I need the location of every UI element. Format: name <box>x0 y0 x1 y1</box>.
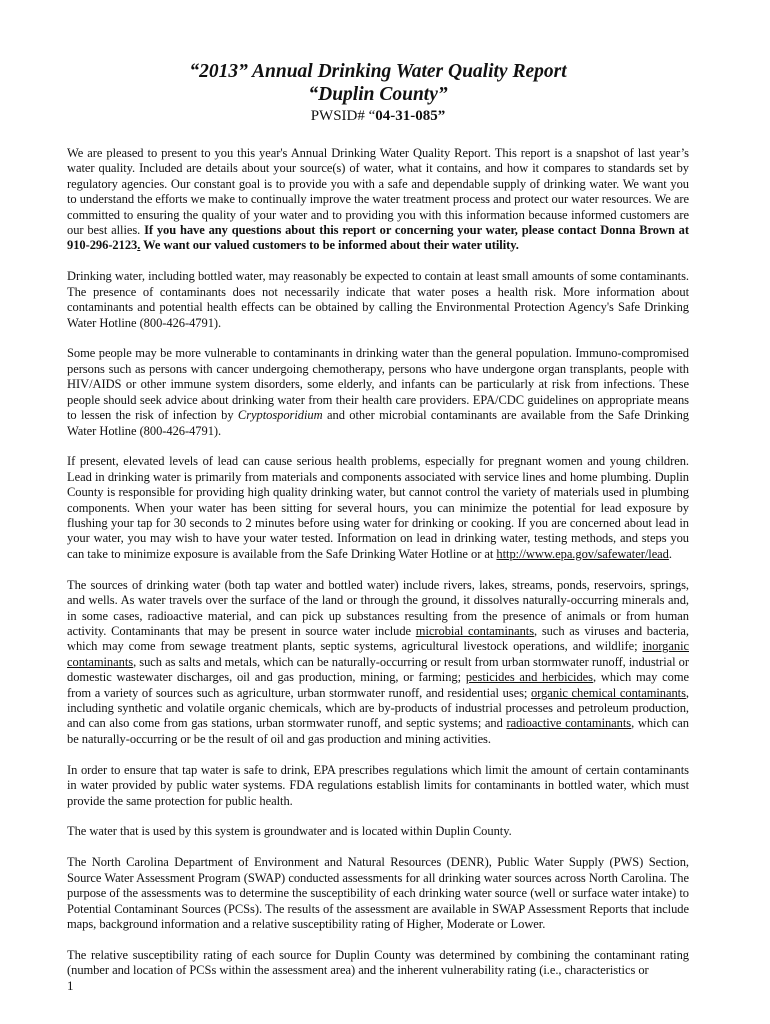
inorganic-contaminants-term: inorganic contaminants <box>67 639 689 669</box>
groundwater-paragraph: The water that is used by this system is groundwater and is located within Duplin County. <box>67 824 512 839</box>
swap-paragraph: The North Carolina Department of Environment and Natural Resources (DENR), Public Water Supply (PWS) Section, Source Water Assessment Program (SWAP) conducted assessments for all drinking water sources across North Carolina. The purpose of the assessments was to determine the susceptibility of each drinking water source (well or surface water intake) to Potential Contaminant Sources (PCSs). The results of the assessment are available in SWAP Assessment Reports that include maps, background information and a relative susceptibility rating of Higher, Moderate or Lower. <box>67 855 689 931</box>
page-number: 1 <box>67 978 74 993</box>
lead-paragraph <box>67 454 689 562</box>
report-page <box>67 60 689 994</box>
closing-statement: We want our valued customers to be informed about their water utility. <box>140 238 519 253</box>
bottled-water-paragraph: Drinking water, including bottled water, may reasonably be expected to contain at least small amounts of some contaminants. The presence of contaminants does not necessarily indicate that water poses a health risk. More information about contaminants and potential health effects can be obtained by calling the Environmental Protection Agency's Safe Drinking Water Hotline (800-426-4791). <box>67 269 689 330</box>
pwsid-number: 04-31-085” <box>375 108 446 124</box>
sources-text-4: , which may come from a variety of sources such as agriculture, urban stormwater runoff, and residential uses; <box>67 670 689 700</box>
vulnerable-people-paragraph <box>67 346 689 438</box>
contact-period: . <box>137 238 141 253</box>
lead-text: If present, elevated levels of lead can cause serious health problems, especially for pregnant women and young children. Lead in drinking water is primarily from materials and components associated with service lines and home plumbing. Duplin County is responsible for providing high quality drinking water, but cannot control the variety of materials used in plumbing components. When your water has been sitting for several hours, you can minimize the potential for lead exposure by flushing your tap for 30 seconds to 2 minutes before using water for drinking or cooking. If you are concerned about lead in your water, you may wish to have your water tested. Information on lead in drinking water, testing methods, and steps you can take to minimize exposure is available from the Safe Drinking Water Hotline or at <box>67 454 689 561</box>
vulnerable-text-before: Some people may be more vulnerable to contaminants in drinking water than the general population. Immuno-compromised persons such as persons with cancer undergoing chemotherapy, persons who have undergone organ transplants, people with HIV/AIDS or other immune system disorders, some elderly, and infants can be particularly at risk from infections. These people should seek advice about drinking water from their health care providers. EPA/CDC guidelines on appropriate means to lessen the risk of infection by <box>67 346 689 423</box>
lead-end: . <box>668 546 672 561</box>
susceptibility-paragraph: The relative susceptibility rating of each source for Duplin County was determined by combining the contaminant rating (number and location of PCSs within the assessment area) and the inherent vulnerability rating (i.e., characteristics or <box>67 947 689 978</box>
intro-text: We are pleased to present to you this year's Annual Drinking Water Quality Report. This report is a snapshot of last year’s water quality. Included are details about your source(s) of water, what it contains, and how it compares to standards set by regulatory agencies. Our constant goal is to provide you with a safe and dependable supply of drinking water. We want you to understand the efforts we make to continually improve the water treatment process and protect our water resources. We are committed to ensuring the quality of your water and to providing you with this information because informed customers are our best allies. <box>67 146 689 238</box>
cryptosporidium-term: Cryptosporidium <box>237 408 323 423</box>
sources-text-2: , such as viruses and bacteria, which may come from sewage treatment plants, septic systems, agricultural livestock operations, and wildlife; <box>67 623 690 654</box>
title-line-2: “Duplin County” <box>308 84 448 105</box>
sources-text-3: , such as salts and metals, which can be naturally-occurring or result from urban stormwater runoff, industrial or domestic wastewater discharges, oil and gas production, mining, or farming; <box>67 654 689 685</box>
pwsid-line <box>67 106 689 126</box>
sources-paragraph <box>67 578 689 747</box>
pesticides-term: pesticides and herbicides <box>465 670 593 685</box>
microbial-contaminants-term: microbial contaminants <box>415 623 535 638</box>
organic-contaminants-term: organic chemical contaminants <box>530 685 686 700</box>
sources-text-5: , including synthetic and volatile organic chemicals, which are by-products of industrial processes and petroleum production, and can also come from gas stations, urban stormwater runoff, and septic systems; and <box>67 685 689 731</box>
epa-lead-link[interactable]: http://www.epa.gov/safewater/lead <box>496 546 669 561</box>
epa-regulations-paragraph: In order to ensure that tap water is safe to drink, EPA prescribes regulations which limit the amount of certain contaminants in water provided by public water systems. FDA regulations establish limits for contaminants in bottled water, which must provide the same protection for public health. <box>67 762 689 808</box>
radioactive-contaminants-term: radioactive contaminants <box>506 716 632 731</box>
title-line-1: “2013” Annual Drinking Water Quality Report <box>189 61 567 82</box>
sources-text-6: , which can be naturally-occurring or be the result of oil and gas production and mining activities. <box>67 716 689 746</box>
sources-text-1: The sources of drinking water (both tap water and bottled water) include rivers, lakes, streams, ponds, reservoirs, springs, and wells. As water travels over the surface of the land or through the ground, it dissolves naturally-occurring minerals and, in some cases, radioactive material, and can pick up substances resulting from the presence of animals or from human activity. Contaminants that may be present in source water include <box>67 577 689 638</box>
pwsid-prefix: PWSID# “ <box>310 108 376 124</box>
contact-info: If you have any questions about this report or concerning your water, please contact Donna Brown at 910-296-2123 <box>67 223 689 253</box>
intro-paragraph <box>67 146 689 254</box>
report-title <box>67 60 689 106</box>
vulnerable-text-after: and other microbial contaminants are available from the Safe Drinking Water Hotline (800-426-4791). <box>67 408 689 438</box>
